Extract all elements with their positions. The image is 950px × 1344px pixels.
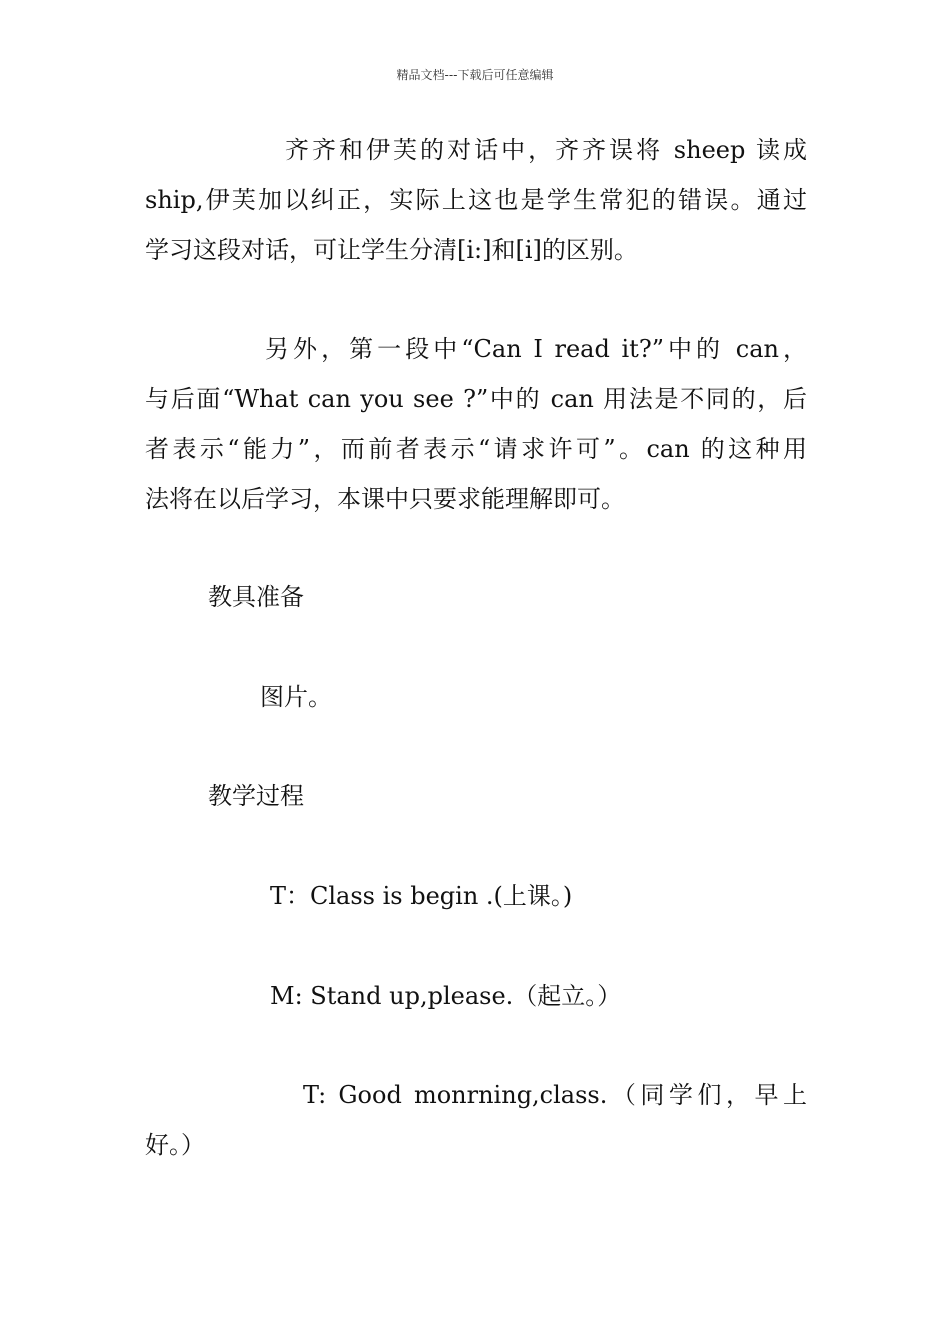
dialogue-line-2	[270, 971, 770, 1021]
paragraph-1-line-3: 学习这段对话，可让学生分清[i:]和[i]的区别。	[145, 236, 638, 264]
teaching-aids-heading-text: 教具准备	[208, 583, 304, 611]
paragraph-2-line-2: 与后面“What can you see ?”中的 can 用法是不同的，后	[145, 385, 807, 413]
dialogue-line-1	[270, 871, 770, 921]
teaching-aids-heading	[208, 572, 708, 622]
paragraph-2-line-3: 者表示“能力”，而前者表示“请求许可”。can 的这种用	[145, 435, 807, 463]
teaching-process-heading	[208, 771, 708, 821]
paragraph-1-line-1: 齐齐和伊芙的对话中，齐齐误将 sheep 读成	[285, 136, 807, 164]
teaching-aids-content	[260, 672, 760, 722]
teaching-aids-content-text: 图片。	[260, 683, 332, 711]
dialogue-line-3-text: T: Good monrning,class.（同学们，早上	[303, 1081, 807, 1109]
paragraph-2-line-1: 另外，第一段中“Can I read it?”中的 can，	[265, 335, 807, 363]
paragraph-2-line-4: 法将在以后学习，本课中只要求能理解即可。	[145, 485, 625, 513]
dialogue-line-3	[145, 1070, 807, 1170]
paragraph-1-line-2: ship,伊芙加以纠正，实际上这也是学生常犯的错误。通过	[145, 186, 807, 214]
dialogue-line-1-text: T：Class is begin .(上课。)	[270, 882, 573, 910]
dialogue-line-3-continuation: 好。）	[145, 1131, 205, 1159]
page-header: 精品文档---下载后可任意编辑	[396, 68, 554, 82]
teaching-process-heading-text: 教学过程	[208, 782, 304, 810]
paragraph-2	[145, 324, 807, 524]
paragraph-1	[145, 125, 807, 275]
dialogue-line-2-text: M: Stand up,please.（起立。）	[270, 982, 622, 1010]
